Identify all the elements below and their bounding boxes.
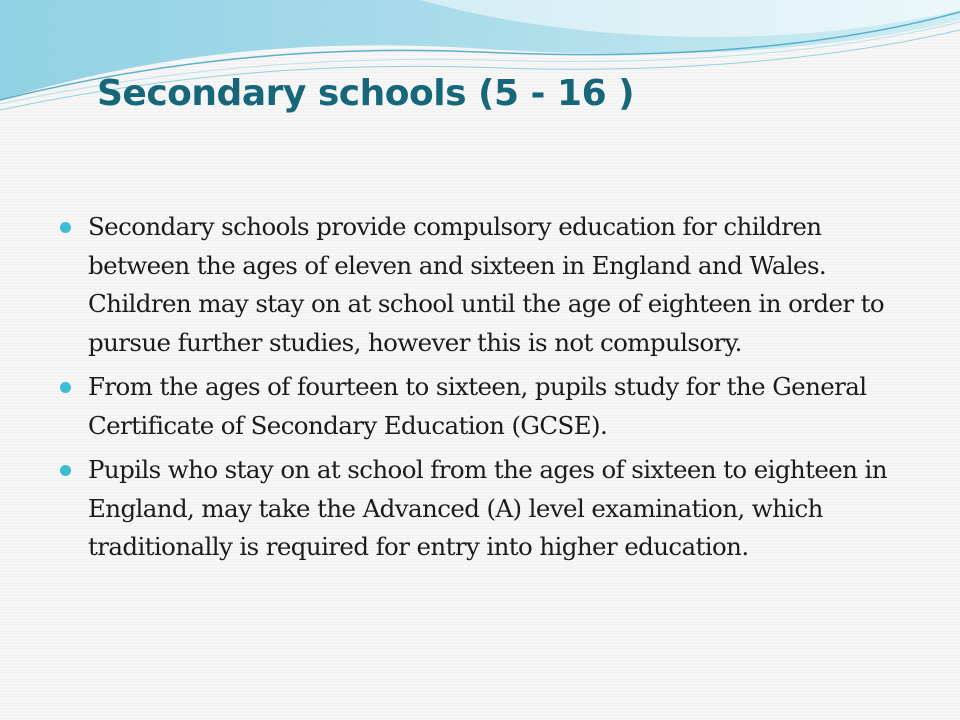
bullet-text: Secondary schools provide compulsory education for children between the ages of eleven and sixteen in England and Wales. Children may stay on at school until the age of eighteen in order to pursue further studies, however this is not compulsory. — [88, 212, 885, 357]
bullet-dot-icon — [60, 382, 71, 393]
slide-title: Secondary schools (5 - 16 ) — [97, 73, 635, 114]
bullet-item — [60, 368, 910, 445]
bullet-text: Pupils who stay on at school from the ages of sixteen to eighteen in England, may take the Advanced (A) level examination, which traditionally is required for entry into higher education. — [88, 455, 887, 561]
bullet-dot-icon — [60, 222, 71, 233]
bullet-list — [60, 208, 910, 573]
bullet-item — [60, 451, 910, 567]
bullet-item — [60, 208, 910, 362]
bullet-dot-icon — [60, 465, 71, 476]
bullet-text: From the ages of fourteen to sixteen, pupils study for the General Certificate of Secondary Education (GCSE). — [88, 372, 867, 440]
